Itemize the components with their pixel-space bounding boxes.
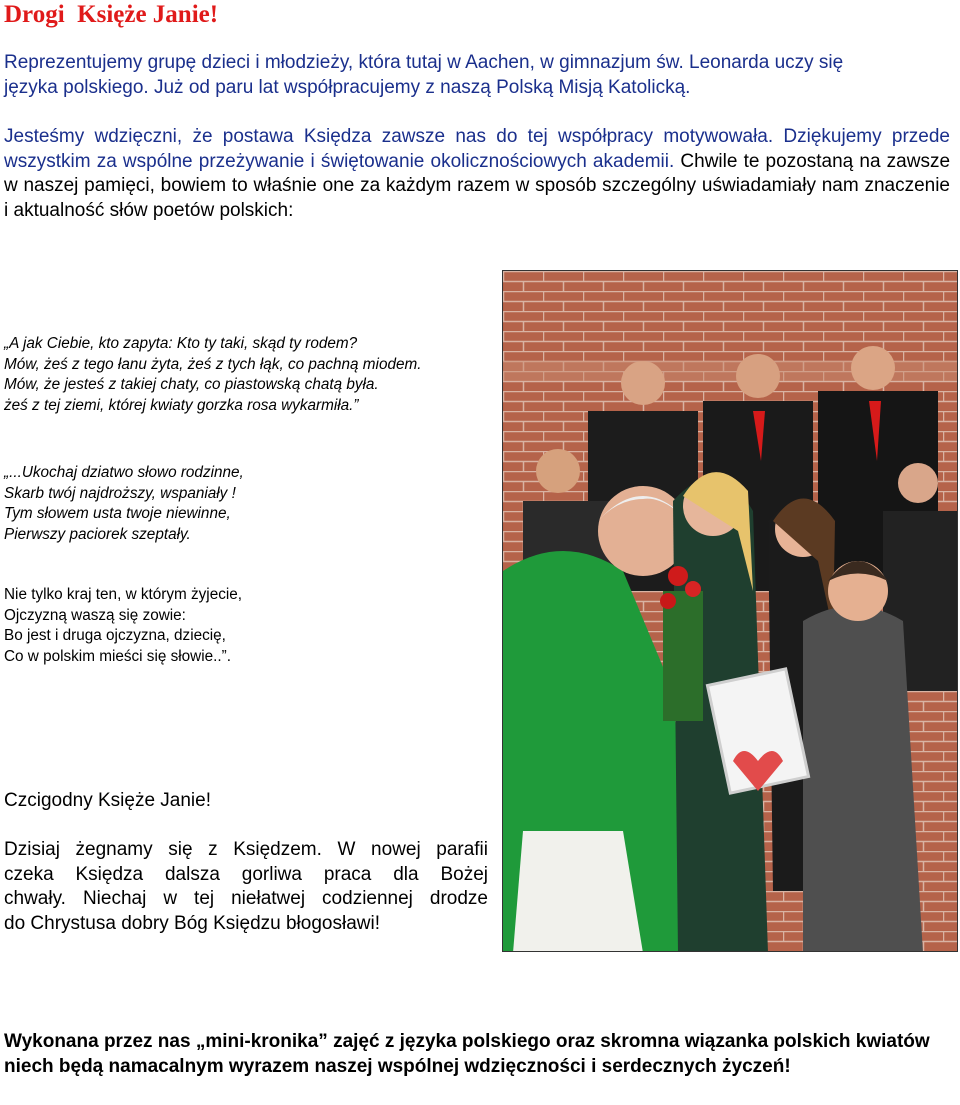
intro-paragraph — [4, 51, 950, 100]
thanks-text: Jesteśmy wdzięczni, że postawa Księdza zawsze nas do tej współpracy motywowała. Dziękujemy przede wszystkim za wspólne przeżywanie i świętowanie okolicznościowych akademii. — [4, 126, 950, 172]
memories-text: Chwile te pozostaną na zawsze w naszej pamięci, bowiem to właśnie one za każdym razem w sposób szczególny uświadamiały nam znaczenie i aktualność słów poetów polskich: — [4, 150, 951, 221]
farewell-line: Dzisiaj żegnamy się z Księdzem. W nowej parafii — [4, 839, 488, 860]
poem-line: żeś z tej ziemi, której kwiaty gorzka rosa wykarmiła.” — [4, 396, 359, 414]
letter-title: Drogi Księże Janie! — [4, 1, 219, 28]
farewell-paragraph — [4, 838, 488, 936]
poem-line: Co w polskim mieści się słowie..”. — [4, 647, 231, 665]
poem-line: Tym słowem usta twoje niewinne, — [4, 505, 231, 522]
poem-stanza-2 — [4, 463, 496, 545]
poem-line: „A jak Ciebie, kto zapyta: Kto ty taki, skąd ty rodem? — [4, 335, 358, 352]
intro-line: języka polskiego. Już od paru lat współpracujemy z naszą Polską Misją Katolicką. — [4, 76, 691, 98]
poem-line: Mów, że jesteś z takiej chaty, co piastowską chatą była. — [4, 376, 379, 393]
poem-stanza-3 — [4, 585, 496, 667]
poem-line: Nie tylko kraj ten, w którym żyjecie, — [4, 586, 243, 603]
poem-line: „...Ukochaj dziatwo słowo rodzinne, — [4, 464, 244, 481]
farewell-line: czeka Księdza dalsza gorliwa praca dla Bożej — [4, 863, 488, 885]
poem-line: Bo jest i druga ojczyzna, dziecię, — [4, 627, 226, 644]
farewell-line: chwały. Niechaj w tej niełatwej codziennej drodze — [4, 888, 488, 909]
ceremony-photo — [502, 270, 958, 952]
thanks-paragraph — [4, 125, 950, 223]
closing-paragraph: Wykonana przez nas „mini-kronika” zajęć z języka polskiego oraz skromna wiązanka polskich kwiatów niech będą namacalnym wyrazem naszej wspólnej wdzięczności i serdecznych życzeń! — [4, 1031, 930, 1077]
intro-line: Reprezentujemy grupę dzieci i młodzieży, która tutaj w Aachen, w gimnazjum św. Leonarda uczy się — [4, 52, 844, 73]
farewell-line: do Chrystusa dobry Bóg Księdzu błogosławi! — [4, 912, 380, 934]
poem-stanza-1 — [4, 334, 496, 416]
greeting: Czcigodny Księże Janie! — [4, 790, 211, 811]
poem-line: Pierwszy paciorek szeptały. — [4, 525, 191, 543]
poem-line: Skarb twój najdroższy, wspaniały ! — [4, 484, 236, 502]
poem-line: Ojczyzną waszą się zowie: — [4, 606, 186, 624]
poem-line: Mów, żeś z tego łanu żyta, żeś z tych łąk, co pachną miodem. — [4, 355, 422, 373]
